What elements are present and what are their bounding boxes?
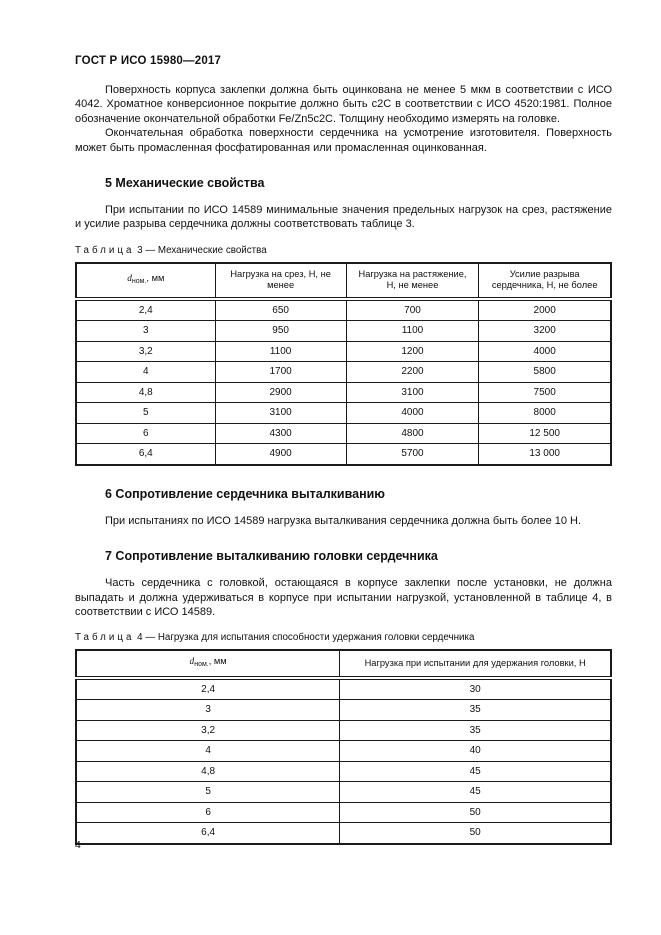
- table-cell: 4900: [215, 444, 346, 465]
- table-cell: 3: [76, 700, 340, 721]
- table-3-header-row: [76, 263, 611, 299]
- table-cell: 3,2: [76, 720, 340, 741]
- table-cell: 30: [340, 678, 611, 700]
- table-cell: 5: [76, 403, 215, 424]
- table-row: [76, 341, 611, 362]
- table-cell: 4: [76, 741, 340, 762]
- table-cell: 4300: [215, 423, 346, 444]
- table-3-header-tensile: Нагрузка на растяжение, Н, не менее: [346, 263, 479, 299]
- table-cell: 4000: [479, 341, 611, 362]
- table-cell: 2,4: [76, 678, 340, 700]
- table-row: [76, 741, 611, 762]
- table-cell: 2200: [346, 362, 479, 383]
- table-cell: 5700: [346, 444, 479, 465]
- table-3-caption-word: Таблица: [75, 244, 135, 256]
- table-row: [76, 299, 611, 321]
- table-cell: 4800: [346, 423, 479, 444]
- page-number: 4: [75, 839, 81, 851]
- table-3-mechanical-properties: [75, 262, 612, 466]
- table-cell: 5800: [479, 362, 611, 383]
- table-cell: 2,4: [76, 299, 215, 321]
- table-cell: 2900: [215, 382, 346, 403]
- table-3-header-dnom: $d_{ном.}$, мм: [76, 263, 215, 299]
- table-cell: 4,8: [76, 382, 215, 403]
- table-cell: 3100: [346, 382, 479, 403]
- table-4-header-dnom: $d_{ном.}$, мм: [76, 650, 340, 678]
- table-cell: 3200: [479, 321, 611, 342]
- table-cell: 3: [76, 321, 215, 342]
- table-row: [76, 802, 611, 823]
- table-cell: 45: [340, 782, 611, 803]
- table-3-header-shear: Нагрузка на срез, Н, не менее: [215, 263, 346, 299]
- table-row: [76, 382, 611, 403]
- table-3-header-break: Усилие разрыва сердечника, Н, не более: [479, 263, 611, 299]
- section-7-paragraph: Часть сердечника с головкой, остающаяся в корпусе заклепки после установки, не должна выпадать и должна удерживаться в корпусе при испытании нагрузкой, установленной в таблице 4, в соответствии с ИСО 14589.: [75, 577, 612, 619]
- table-4-header-load: Нагрузка при испытании для удержания головки, Н: [340, 650, 611, 678]
- table-cell: 35: [340, 720, 611, 741]
- table-cell: 1100: [215, 341, 346, 362]
- table-cell: 3,2: [76, 341, 215, 362]
- table-cell: 3100: [215, 403, 346, 424]
- table-row: [76, 444, 611, 465]
- table-4-caption-rest: 4 — Нагрузка для испытания способности удержания головки сердечника: [134, 632, 475, 644]
- table-4-header-row: [76, 650, 611, 678]
- section-5-paragraph: При испытании по ИСО 14589 минимальные значения предельных нагрузок на срез, растяжение и усилие разрыва сердечника должны соответствовать таблице 3.: [75, 204, 612, 231]
- table-cell: 2000: [479, 299, 611, 321]
- section-7-heading: 7 Сопротивление выталкиванию головки сердечника: [105, 549, 438, 564]
- table-3-caption: [75, 245, 612, 256]
- table-cell: 1100: [346, 321, 479, 342]
- table-row: [76, 823, 611, 844]
- table-row: [76, 761, 611, 782]
- section-5-heading: 5 Механические свойства: [105, 176, 265, 191]
- table-cell: 950: [215, 321, 346, 342]
- section-6-heading: 6 Сопротивление сердечника выталкиванию: [105, 486, 385, 501]
- table-row: [76, 678, 611, 700]
- table-cell: 4: [76, 362, 215, 383]
- table-cell: 50: [340, 823, 611, 844]
- table-row: [76, 720, 611, 741]
- intro-paragraph-2: Окончательная обработка поверхности сердечника на усмотрение изготовителя. Поверхность может быть промасленная фосфатированная или промасленная оцинкованная.: [75, 127, 612, 154]
- table-cell: 700: [346, 299, 479, 321]
- table-row: [76, 403, 611, 424]
- table-cell: 1700: [215, 362, 346, 383]
- table-cell: 1200: [346, 341, 479, 362]
- table-cell: 35: [340, 700, 611, 721]
- table-4-body: [76, 678, 611, 844]
- table-cell: 650: [215, 299, 346, 321]
- table-3-body: [76, 299, 611, 465]
- table-row: [76, 362, 611, 383]
- table-cell: 40: [340, 741, 611, 762]
- table-cell: 12 500: [479, 423, 611, 444]
- table-cell: 13 000: [479, 444, 611, 465]
- table-4-caption: [75, 632, 612, 643]
- section-6-paragraph: При испытаниях по ИСО 14589 нагрузка выталкивания сердечника должна быть более 10 Н.: [105, 514, 582, 527]
- table-cell: 6,4: [76, 444, 215, 465]
- table-cell: 50: [340, 802, 611, 823]
- table-row: [76, 423, 611, 444]
- doc-header: ГОСТ Р ИСО 15980—2017: [75, 55, 222, 67]
- table-4-head-retention: [75, 649, 612, 845]
- table-row: [76, 321, 611, 342]
- table-cell: 7500: [479, 382, 611, 403]
- table-cell: 4000: [346, 403, 479, 424]
- table-cell: 5: [76, 782, 340, 803]
- intro-paragraph-1: Поверхность корпуса заклепки должна быть оцинкована не менее 5 мкм в соответствии с ИСО 4042. Хроматное конверсионное покрытие должно быть с2С в соответствии с ИСО 4520:1981. Полное обозначение окончательной обработки Fe/Zn5c2C. Толщину необходимо измерять на головке.: [75, 84, 612, 125]
- table-3-caption-rest: 3 — Механические свойства: [134, 244, 267, 256]
- table-row: [76, 782, 611, 803]
- table-cell: 8000: [479, 403, 611, 424]
- table-row: [76, 700, 611, 721]
- table-cell: 6: [76, 802, 340, 823]
- table-cell: 45: [340, 761, 611, 782]
- table-cell: 6,4: [76, 823, 340, 844]
- table-cell: 4,8: [76, 761, 340, 782]
- table-cell: 6: [76, 423, 215, 444]
- table-4-caption-word: Таблица: [75, 632, 135, 644]
